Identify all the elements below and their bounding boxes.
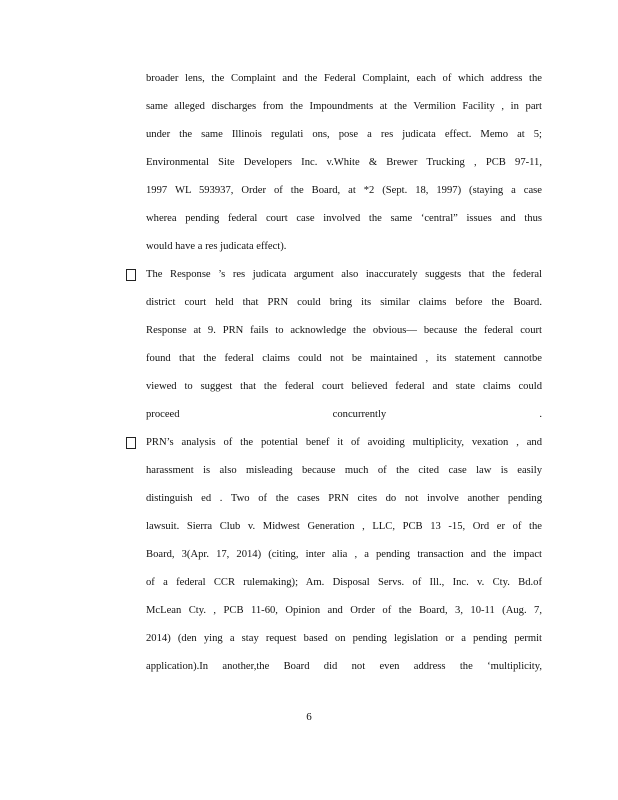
bullet-marker — [126, 269, 136, 281]
text-line: same alleged discharges from the Impoundments at the Vermilion Facility , in part — [146, 101, 542, 112]
bullet-marker — [126, 437, 136, 449]
text-line: Environmental Site Developers Inc. v.White & Brewer Trucking , PCB 97-11, — [146, 157, 542, 168]
text-line: 2014) (den ying a stay request based on pending legislation or a pending permit — [146, 633, 542, 644]
text-line: under the same Illinois regulati ons, pose a res judicata effect. Memo at 5; — [146, 129, 542, 140]
text-line: would have a res judicata effect). — [146, 241, 287, 252]
text-line: district court held that PRN could bring its similar claims before the Board. — [146, 297, 542, 308]
page-number: 6 — [306, 711, 312, 723]
text-line: Response at 9. PRN fails to acknowledge the obvious— because the federal court — [146, 325, 542, 336]
text-line: The Response ’s res judicata argument also inaccurately suggests that the federal — [146, 269, 542, 280]
text-line: distinguish ed . Two of the cases PRN cites do not involve another pending — [146, 493, 542, 504]
text-line: broader lens, the Complaint and the Federal Complaint, each of which address the — [146, 73, 542, 84]
text-line: found that the federal claims could not be maintained , its statement cannotbe — [146, 353, 542, 364]
text-line: harassment is also misleading because much of the cited case law is easily — [146, 465, 542, 476]
text-line: PRN’s analysis of the potential benef it of avoiding multiplicity, vexation , and — [146, 437, 542, 448]
text-line: proceed concurrently . — [146, 409, 542, 420]
text-line: viewed to suggest that the federal court believed federal and state claims could — [146, 381, 542, 392]
text-line: Board, 3(Apr. 17, 2014) (citing, inter alia , a pending transaction and the impact — [146, 549, 542, 560]
text-line: McLean Cty. , PCB 11-60, Opinion and Order of the Board, 3, 10-11 (Aug. 7, — [146, 605, 542, 616]
text-line: 1997 WL 593937, Order of the Board, at *2 (Sept. 18, 1997) (staying a case — [146, 185, 542, 196]
text-line: lawsuit. Sierra Club v. Midwest Generation , LLC, PCB 13 -15, Ord er of the — [146, 521, 542, 532]
text-line: of a federal CCR rulemaking); Am. Disposal Servs. of Ill., Inc. v. Cty. Bd.of — [146, 577, 542, 588]
text-line: wherea pending federal court case involved the same ‘central” issues and thus — [146, 213, 542, 224]
text-line: application).In another,the Board did not even address the ‘multiplicity, — [146, 661, 542, 672]
